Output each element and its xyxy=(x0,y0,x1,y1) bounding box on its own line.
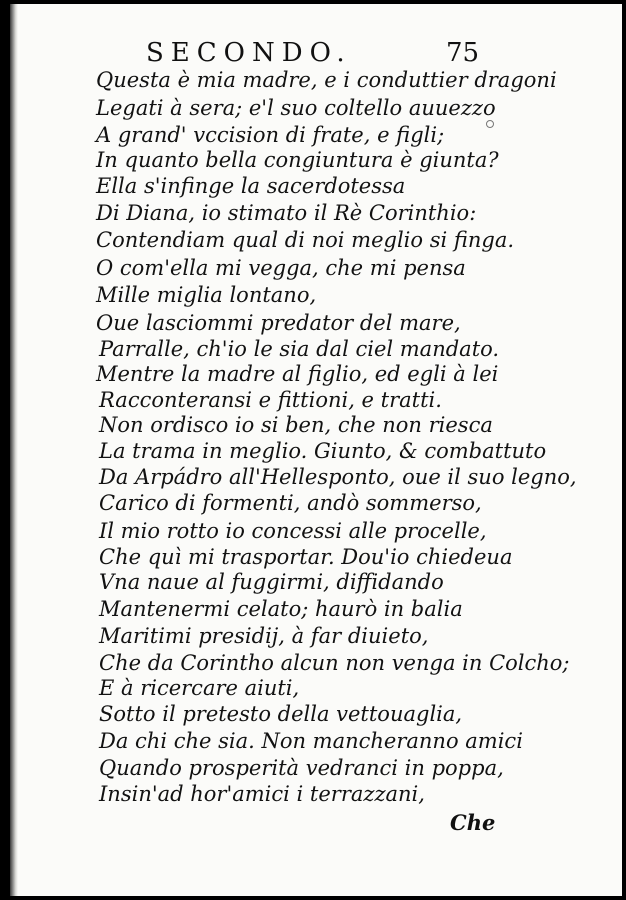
verse-line: Mantenermi celato; haurò in balia xyxy=(99,597,463,621)
verse-line: E à ricercare aiuti, xyxy=(99,676,300,700)
verse-line: Di Diana, io stimato il Rè Corinthio: xyxy=(96,201,477,225)
verse-line: Sotto il pretesto della vettouaglia, xyxy=(99,702,463,726)
verse-line: Insin'ad hor'amici i terrazzani, xyxy=(99,782,425,806)
verse-line: O com'ella mi vegga, che mi pensa xyxy=(96,256,466,280)
verse-line: In quanto bella congiuntura è giunta? xyxy=(96,148,499,172)
verse-line: Che da Corintho alcun non venga in Colcho; xyxy=(99,651,570,675)
verse-line: Questa è mia madre, e i conduttier dragoni xyxy=(96,68,557,92)
verse-line: Da Arpádro all'Hellesponto, oue il suo legno, xyxy=(99,465,577,489)
verse-line: Vna naue al fuggirmi, diffidando xyxy=(99,570,444,594)
verse-line: La trama in meglio. Giunto, & combattuto xyxy=(99,439,547,463)
verse-line: Legati à sera; e'l suo coltello auuezzo xyxy=(96,96,496,120)
verse-line: Maritimi presidij, à far diuieto, xyxy=(99,624,429,648)
catchword: Che xyxy=(450,810,496,835)
running-head: SECONDO. xyxy=(146,38,352,68)
verse-line: Da chi che sia. Non mancheranno amici xyxy=(99,729,523,753)
verse-line: Racconteransi e fittioni, e tratti. xyxy=(99,388,442,412)
page-number: 75 xyxy=(446,38,480,68)
verse-line: Ella s'infinge la sacerdotessa xyxy=(96,174,406,198)
verse-line: Carico di formenti, andò sommerso, xyxy=(99,491,482,515)
verse-block xyxy=(10,4,622,896)
verse-line: Mentre la madre al figlio, ed egli à lei xyxy=(96,362,499,386)
verse-line: Il mio rotto io concessi alle procelle, xyxy=(99,519,487,543)
verse-line: Non ordisco io si ben, che non riesca xyxy=(99,413,493,437)
verse-line: Parralle, ch'io le sia dal ciel mandato. xyxy=(99,337,500,361)
book-page xyxy=(10,4,622,896)
verse-line: Che quì mi trasportar. Dou'io chiedeua xyxy=(99,545,513,569)
verse-line: Oue lasciommi predator del mare, xyxy=(96,311,461,335)
verse-line: A grand' vccision di frate, e figli; xyxy=(96,123,445,147)
verse-line: Quando prosperità vedranci in poppa, xyxy=(99,756,504,780)
verse-line: Contendiam qual di noi meglio si finga. xyxy=(96,228,515,252)
verse-line: Mille miglia lontano, xyxy=(96,283,317,307)
